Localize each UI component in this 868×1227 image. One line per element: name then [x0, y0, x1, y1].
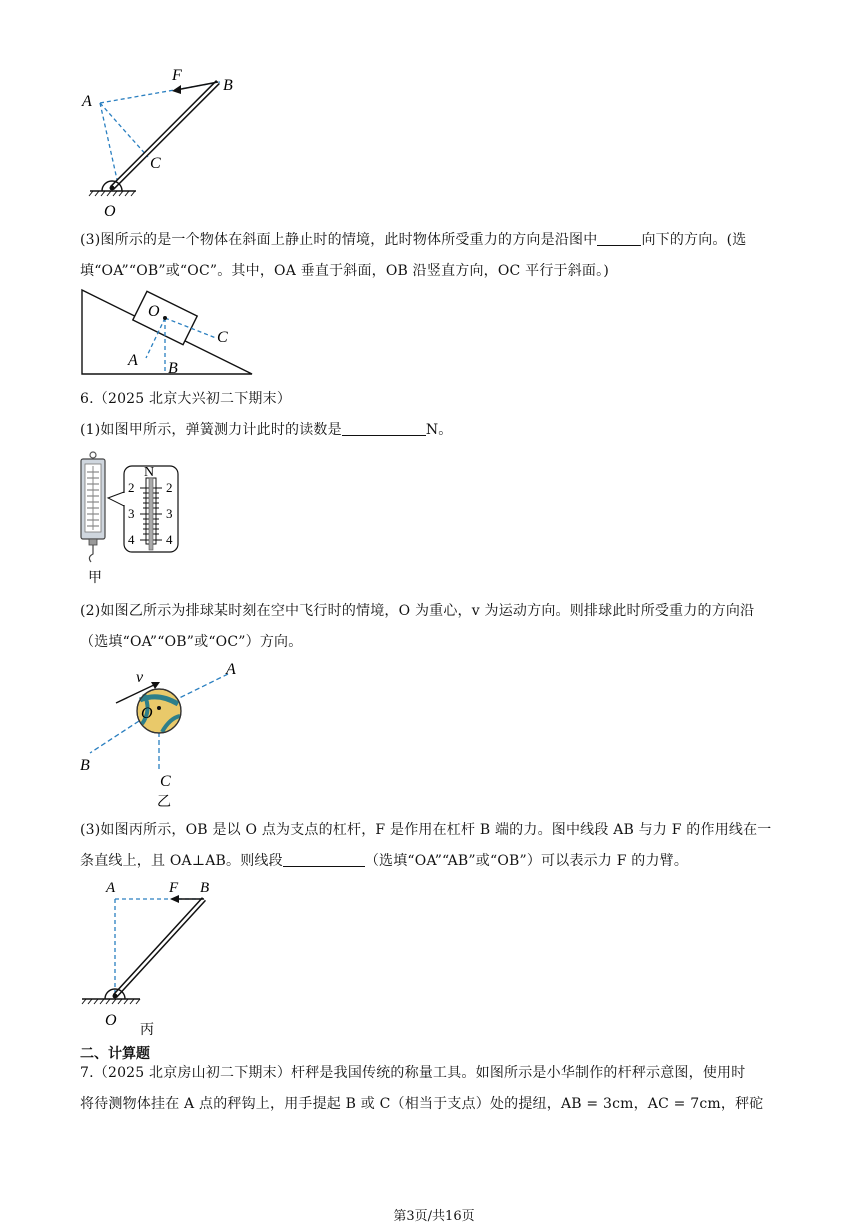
tick-left-4: 4 [128, 532, 135, 547]
q5-3-suffix: 向下的方向。(选 [641, 232, 747, 248]
tick-right-2: 2 [166, 480, 173, 495]
label-B: B [168, 360, 178, 377]
q6-1-prefix: (1)如图甲所示，弹簧测力计此时的读数是 [80, 422, 342, 438]
page-footer: 第3页/共16页 [393, 1209, 475, 1224]
answer-blank[interactable] [342, 421, 426, 436]
label-F: F [172, 67, 182, 84]
q6-header: 6.（2025 北京大兴初二下期末） [80, 391, 292, 407]
q5-3-line2: 填“OA”“OB”或“OC”。其中，OA 垂直于斜面，OB 沿竖直方向，OC 平行于斜面。) [80, 263, 609, 279]
label-O: O [141, 705, 153, 722]
q6-part3 [80, 815, 792, 877]
caption-yi: 乙 [157, 795, 171, 810]
q6-part1 [80, 415, 792, 446]
label-C: C [150, 155, 161, 172]
q6-3-line1: (3)如图丙所示，OB 是以 O 点为支点的杠杆，F 是作用在杠杆 B 端的力。图中线段 AB 与力 F 的作用线在一 [80, 822, 772, 838]
label-O: O [105, 1012, 117, 1029]
lever-figure-2 [80, 878, 240, 1038]
q6-3-prefix: 条直线上，且 OA⊥AB。则线段 [80, 853, 283, 869]
q6-3-suffix: （选填“OA”“AB”或“OB”）可以表示力 F 的力臂。 [364, 853, 689, 869]
caption-bing: 丙 [140, 1023, 154, 1038]
answer-blank[interactable] [597, 231, 641, 246]
label-B: B [200, 880, 210, 896]
tick-right-3: 3 [166, 506, 173, 521]
answer-blank[interactable] [283, 852, 365, 867]
q6-part2 [80, 596, 792, 658]
label-A: A [128, 352, 138, 369]
label-C: C [160, 773, 171, 790]
label-A: A [82, 93, 92, 110]
q5-part3 [80, 225, 792, 287]
tick-left-2: 2 [128, 480, 135, 495]
label-B: B [80, 757, 90, 774]
label-O: O [104, 203, 116, 220]
tick-right-4: 4 [166, 532, 173, 547]
q7 [80, 1058, 792, 1120]
q6-2-line1: (2)如图乙所示为排球某时刻在空中飞行时的情境，O 为重心，v 为运动方向。则排球此时所受重力的方向沿 [80, 603, 755, 619]
lever-figure-1 [80, 60, 260, 225]
q5-3-prefix: (3)图所示的是一个物体在斜面上静止时的情境，此时物体所受重力的方向是沿图中 [80, 232, 598, 248]
volleyball-figure [78, 658, 248, 813]
tick-left-3: 3 [128, 506, 135, 521]
section-title: 二、计算题 [80, 1046, 150, 1062]
q6-2-line2: （选填“OA”“OB”或“OC”）方向。 [80, 634, 303, 650]
label-B: B [223, 77, 233, 94]
label-C: C [217, 329, 228, 346]
q6-1-suffix: N。 [425, 422, 453, 438]
label-O: O [148, 303, 160, 320]
label-A: A [226, 661, 236, 678]
q7-line1: 7.（2025 北京房山初二下期末）杆秤是我国传统的称量工具。如图所示是小华制作的杆秤示意图，使用时 [80, 1065, 746, 1081]
spring-scale-figure [78, 450, 188, 590]
label-v: v [136, 669, 144, 686]
incline-figure [80, 288, 260, 378]
label-F: F [169, 880, 179, 896]
caption-jia: 甲 [88, 571, 102, 586]
label-A: A [106, 880, 116, 896]
q7-line2: 将待测物体挂在 A 点的秤钩上，用手提起 B 或 C（相当于支点）处的提纽，AB = 3cm，AC = 7cm，秤砣 [80, 1096, 764, 1112]
scale-unit: N [144, 465, 155, 480]
